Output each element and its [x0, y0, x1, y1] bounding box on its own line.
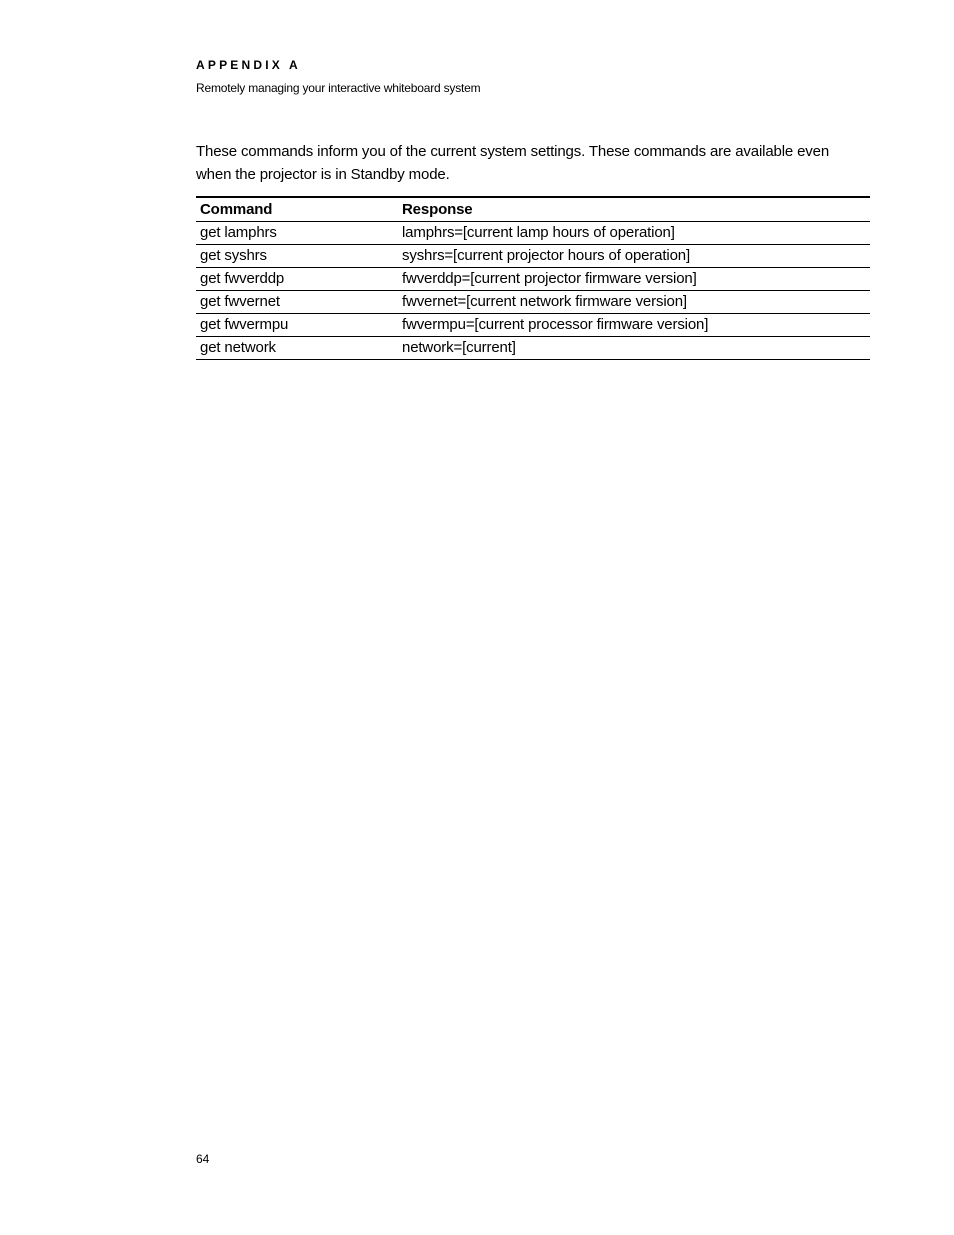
table-row: [196, 337, 870, 360]
column-header-command: Command: [200, 200, 273, 218]
command-cell: get lamphrs: [200, 224, 277, 241]
commands-table: [196, 196, 870, 360]
command-cell: get fwverddp: [200, 270, 285, 287]
column-header-response: Response: [402, 200, 473, 218]
response-cell: fwvermpu=[current processor firmware version]: [402, 316, 709, 333]
command-cell: get fwvernet: [200, 293, 280, 310]
table-row: [196, 268, 870, 291]
page-number: 64: [196, 1152, 210, 1166]
response-cell: lamphrs=[current lamp hours of operation]: [402, 224, 675, 241]
response-cell: network=[current]: [402, 339, 516, 356]
table-row: [196, 222, 870, 245]
intro-paragraph: These commands inform you of the current system settings. These commands are available even when the projector is in Standby mode.: [196, 143, 830, 183]
command-cell: get network: [200, 339, 276, 356]
table-row: [196, 314, 870, 337]
command-cell: get fwvermpu: [200, 316, 289, 333]
response-cell: fwverddp=[current projector firmware version]: [402, 270, 697, 287]
response-cell: syshrs=[current projector hours of operation]: [402, 247, 690, 264]
table-row: [196, 291, 870, 314]
appendix-heading: APPENDIX A: [196, 58, 301, 72]
chapter-subtitle: Remotely managing your interactive whiteboard system: [196, 81, 481, 95]
table-header-row: [196, 197, 870, 222]
response-cell: fwvernet=[current network firmware version]: [402, 293, 687, 310]
table-row: [196, 245, 870, 268]
command-cell: get syshrs: [200, 247, 267, 264]
